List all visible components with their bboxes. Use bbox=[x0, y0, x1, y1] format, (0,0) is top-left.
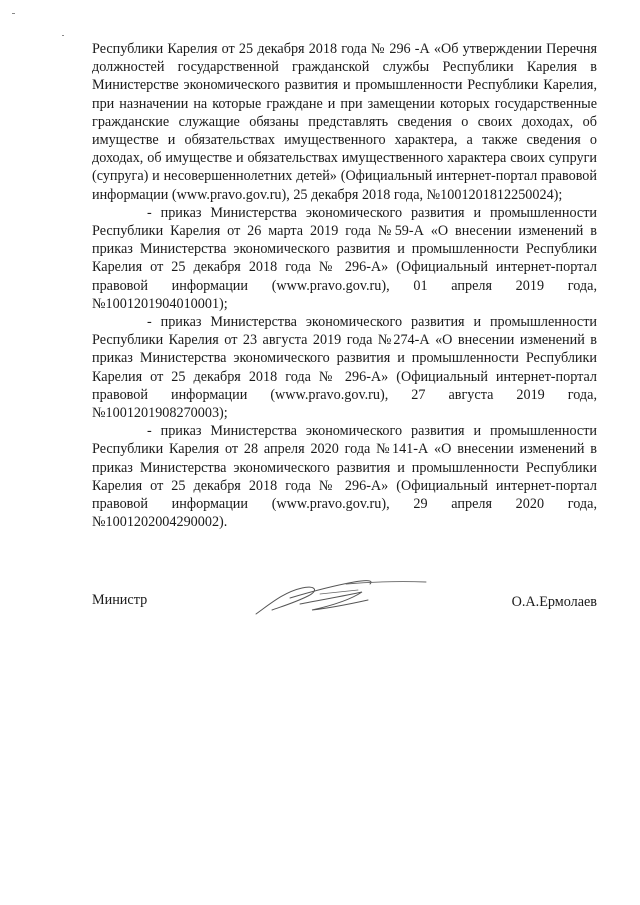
list-item-order-274: - приказ Министерства экономического развития и промышленности Республики Карелия от 23 августа 2019 года №274-А «О внесении изменений в приказ Министерства экономического развития и промышленности Республики Карелия от 25 декабря 2018 года № 296-А» (Официальный интернет-портал правовой информации (www.pravo.gov.ru), 27 августа 2019 года, №1001201908270003); bbox=[92, 314, 597, 422]
signatory-role: Министр bbox=[92, 592, 148, 608]
list-item-order-59: - приказ Министерства экономического развития и промышленности Республики Карелия от 26 марта 2019 года №59-А «О внесении изменений в приказ Министерства экономического развития и промышленности Республики Карелия от 25 декабря 2018 года № 296-А» (Официальный интернет-портал правовой информации (www.pravo.gov.ru), 01 апреля 2019 года, №1001201904010001); bbox=[92, 204, 597, 312]
list-item-order-141: - приказ Министерства экономического развития и промышленности Республики Карелия от 28 апреля 2020 года №141-А «О внесении изменений в приказ Министерства экономического развития и промышленности Республики Карелия от 25 декабря 2018 года № 296-А» (Официальный интернет-портал правовой информации (www.pravo.gov.ru), 29 апреля 2020 года, №1001202004290002). bbox=[92, 423, 597, 531]
signature-block bbox=[92, 588, 597, 628]
signatory-name: О.А.Ермолаев bbox=[511, 594, 597, 610]
scan-speck bbox=[62, 35, 64, 36]
scan-speck bbox=[12, 13, 15, 14]
document-body bbox=[92, 40, 597, 531]
paragraph-order-296: Республики Карелия от 25 декабря 2018 года № 296 -А «Об утверждении Перечня должностей государственной гражданской службы Республики Карелия в Министерстве экономического развития и промышленности Республики Карелия, при назначении на которые граждане и при замещении которых государственные гражданские служащие обязаны представлять сведения о своих доходах, об имуществе и обязательствах имущественного характера, а также сведения о доходах, об имуществе и обязательствах имущественного характера своих супруги (супруга) и несовершеннолетних детей» (Официальный интернет-портал правовой информации (www.pravo.gov.ru), 25 декабря 2018 года, №1001201812250024); bbox=[92, 41, 597, 203]
handwritten-signature bbox=[250, 574, 430, 620]
